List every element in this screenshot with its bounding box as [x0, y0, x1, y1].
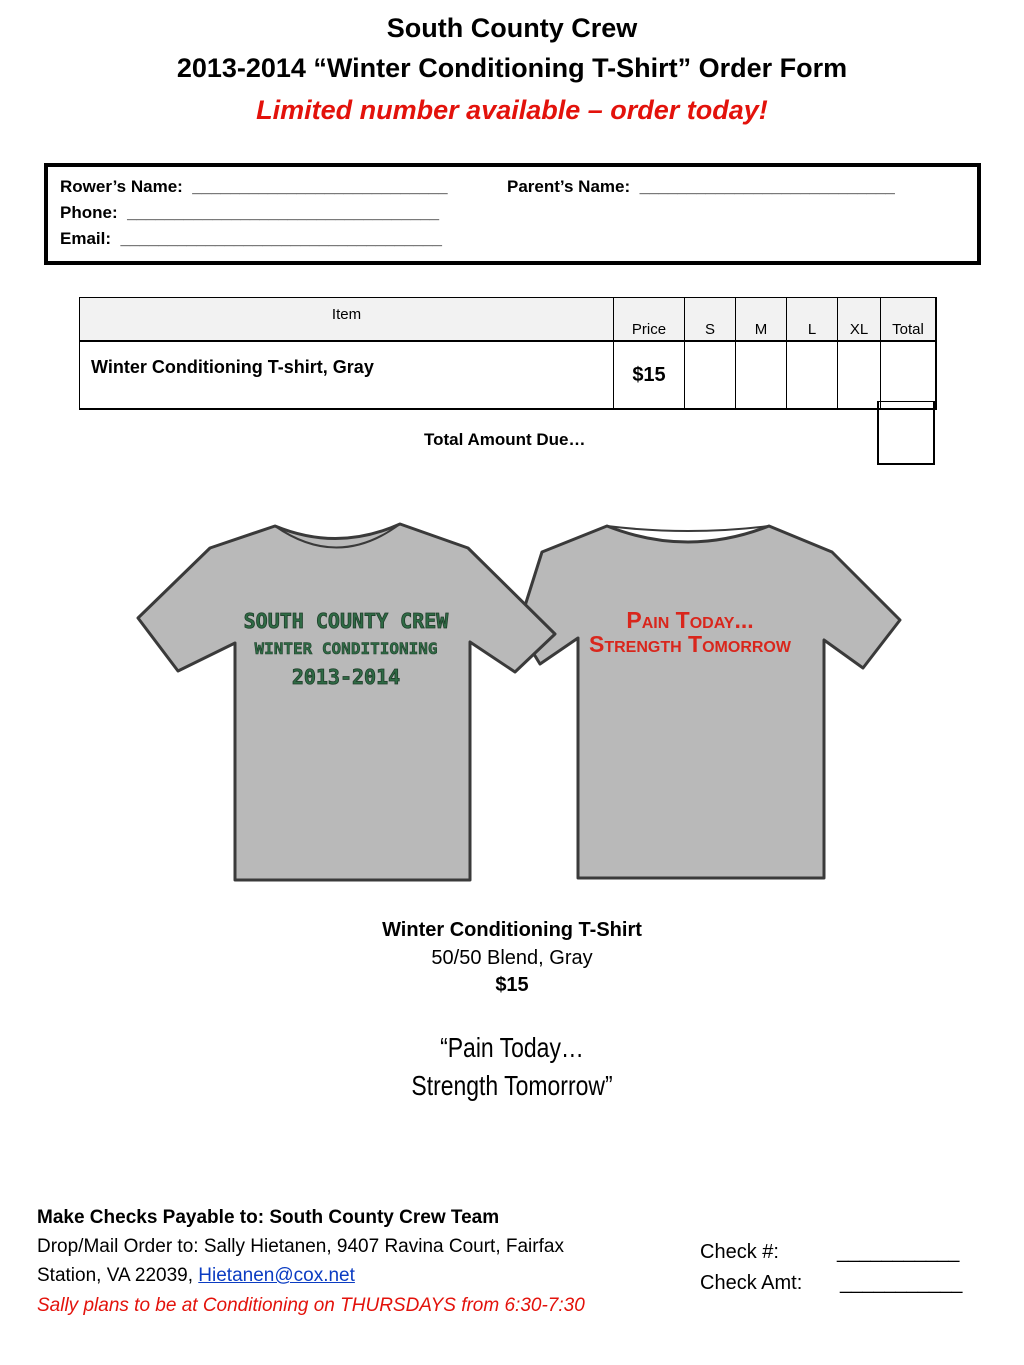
check-amount-label: Check Amt:	[700, 1272, 803, 1294]
col-item-header: Item	[80, 298, 614, 342]
rower-name-blank: ___________________________	[192, 177, 448, 196]
check-amount-blank[interactable]: ___________	[840, 1272, 963, 1294]
total-amount-label: Total Amount Due…	[424, 430, 586, 449]
payable-to: Make Checks Payable to: South County Crew Team	[37, 1207, 500, 1228]
total-amount-box[interactable]	[877, 401, 935, 465]
email-link[interactable]: Hietanen@cox.net	[198, 1265, 355, 1286]
product-price: $15	[495, 974, 529, 996]
tshirt-back-icon	[518, 526, 900, 878]
qty-s-cell[interactable]	[685, 341, 736, 409]
pickup-note: Sally plans to be at Conditioning on THURSDAYS from 6:30-7:30	[37, 1295, 585, 1316]
contact-info-box	[44, 163, 981, 265]
front-print-line2: WINTER CONDITIONING	[254, 639, 438, 658]
tshirts-illustration	[130, 518, 910, 888]
phone-label: Phone:	[60, 203, 118, 222]
quote-line2: Strength Tomorrow”	[411, 1070, 613, 1101]
rower-name-field[interactable]	[60, 177, 448, 197]
item-cell: Winter Conditioning T-shirt, Gray	[80, 341, 614, 409]
row-total-cell[interactable]	[881, 341, 937, 409]
mail-address-line1: Drop/Mail Order to: Sally Hietanen, 9407 Ravina Court, Fairfax	[37, 1236, 564, 1257]
rower-name-label: Rower’s Name:	[60, 177, 183, 196]
parent-name-blank: ___________________________	[639, 177, 895, 196]
col-price-header: Price	[614, 298, 685, 342]
email-label: Email:	[60, 229, 112, 248]
product-name: Winter Conditioning T-Shirt	[382, 919, 642, 941]
email-blank: __________________________________	[120, 229, 442, 248]
phone-field[interactable]	[60, 203, 439, 223]
col-s-header: S	[685, 298, 736, 342]
header-title-line1: South County Crew	[386, 13, 638, 43]
order-table-header	[80, 298, 937, 342]
col-total-header: Total	[881, 298, 937, 342]
col-xl-header: XL	[838, 298, 881, 342]
table-row	[80, 341, 937, 409]
back-print-line1: Pain Today...	[626, 607, 754, 633]
back-print-line2: Strength Tomorrow	[589, 631, 791, 657]
check-number-blank[interactable]: ___________	[837, 1241, 960, 1263]
header-tagline: Limited number available – order today!	[256, 95, 768, 125]
qty-m-cell[interactable]	[736, 341, 787, 409]
front-print-line1: SOUTH COUNTY CREW	[243, 609, 449, 633]
parent-name-field[interactable]	[507, 177, 895, 197]
qty-xl-cell[interactable]	[838, 341, 881, 409]
email-field[interactable]	[60, 229, 442, 249]
mail-address-line2	[37, 1261, 355, 1290]
phone-blank: _________________________________	[127, 203, 440, 222]
col-l-header: L	[787, 298, 838, 342]
tshirt-front-icon	[138, 524, 555, 880]
col-m-header: M	[736, 298, 787, 342]
check-number-label: Check #:	[700, 1241, 779, 1263]
front-print-line3: 2013-2014	[291, 665, 401, 689]
qty-l-cell[interactable]	[787, 341, 838, 409]
quote-line1: “Pain Today…	[440, 1032, 584, 1063]
price-cell: $15	[614, 341, 685, 409]
mail-address-city: Station, VA 22039,	[37, 1265, 193, 1286]
product-blend: 50/50 Blend, Gray	[431, 947, 593, 969]
order-table	[79, 297, 937, 410]
parent-name-label: Parent’s Name:	[507, 177, 631, 196]
header-title-line2: 2013-2014 “Winter Conditioning T-Shirt” Order Form	[176, 53, 848, 83]
